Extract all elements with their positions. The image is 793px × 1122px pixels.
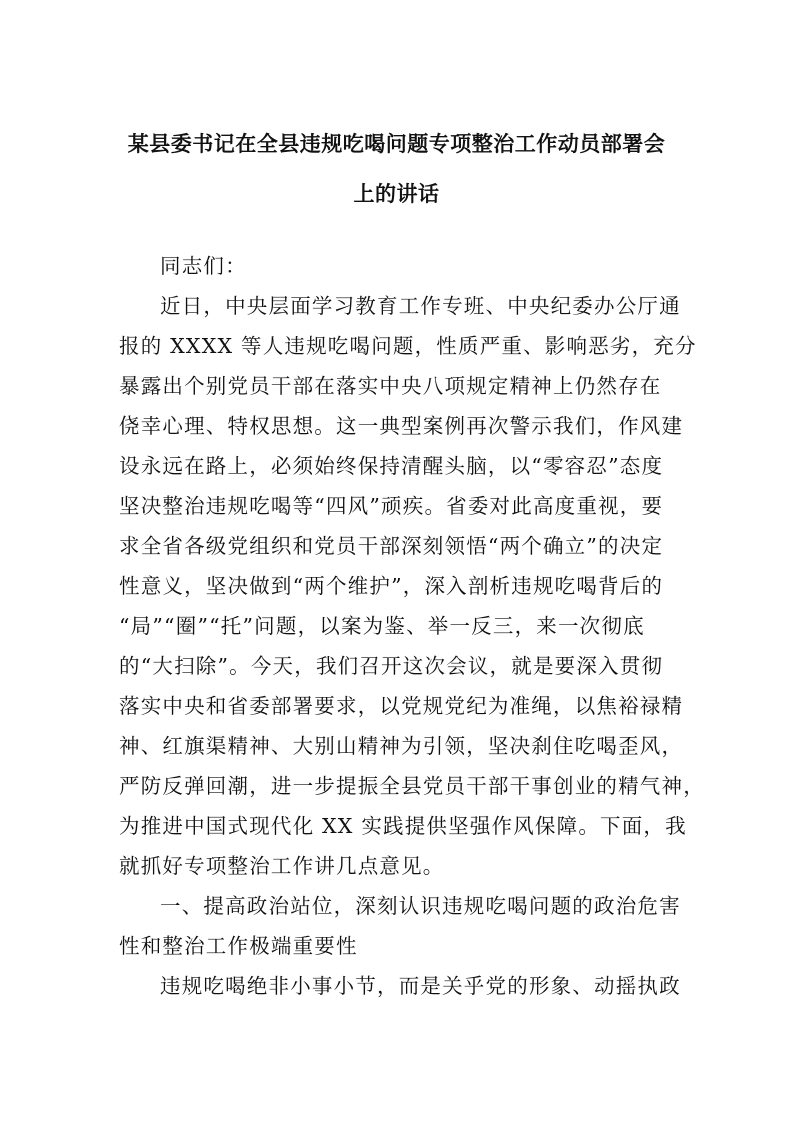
body-line: 严防反弹回潮，进一步提振全县党员干部干事创业的精气神， xyxy=(119,774,705,798)
section-heading-line-2: 性和整治工作极端重要性 xyxy=(119,934,358,958)
body-line: 设永远在路上，必须始终保持清醒头脑，以“零容忍”态度 xyxy=(119,454,664,478)
body-line: 的“大扫除”。今天，我们召开这次会议，就是要深入贯彻 xyxy=(119,654,664,678)
body-line: 暴露出个别党员干部在落实中央八项规定精神上仍然存在 xyxy=(119,374,662,398)
document-title-line-2: 上的讲话 xyxy=(353,182,440,206)
body-line: 近日，中央层面学习教育工作专班、中央纪委办公厅通 xyxy=(160,294,681,318)
body-line: 坚决整治违规吃喝等“四风”顽疾。省委对此高度重视，要 xyxy=(119,494,664,518)
body-line: 落实中央和省委部署要求，以党规党纪为准绳，以焦裕禄精 xyxy=(119,694,684,718)
document-title-line-1: 某县委书记在全县违规吃喝问题专项整治工作动员部署会 xyxy=(127,132,666,156)
body-line: “局”“圈”“托”问题，以案为鉴、举一反三，来一次彻底 xyxy=(119,614,645,638)
body-line: 违规吃喝绝非小事小节，而是关乎党的形象、动摇执政 xyxy=(160,974,681,998)
salutation: 同志们： xyxy=(160,254,247,278)
body-line: 侥幸心理、特权思想。这一典型案例再次警示我们，作风建 xyxy=(119,414,684,438)
body-line: 求全省各级党组织和党员干部深刻领悟“两个确立”的决定 xyxy=(119,534,664,558)
body-line: 神、红旗渠精神、大别山精神为引领，坚决刹住吃喝歪风， xyxy=(119,734,684,758)
body-line: 报的 XXXX 等人违规吃喝问题，性质严重、影响恶劣，充分 xyxy=(119,334,697,358)
body-line: 为推进中国式现代化 XX 实践提供坚强作风保障。下面，我 xyxy=(119,814,687,838)
body-line: 性意义，坚决做到“两个维护”，深入剖析违规吃喝背后的 xyxy=(119,574,664,598)
section-heading-line-1: 一、提高政治站位，深刻认识违规吃喝问题的政治危害 xyxy=(160,894,681,918)
body-line: 就抓好专项整治工作讲几点意见。 xyxy=(119,854,445,878)
